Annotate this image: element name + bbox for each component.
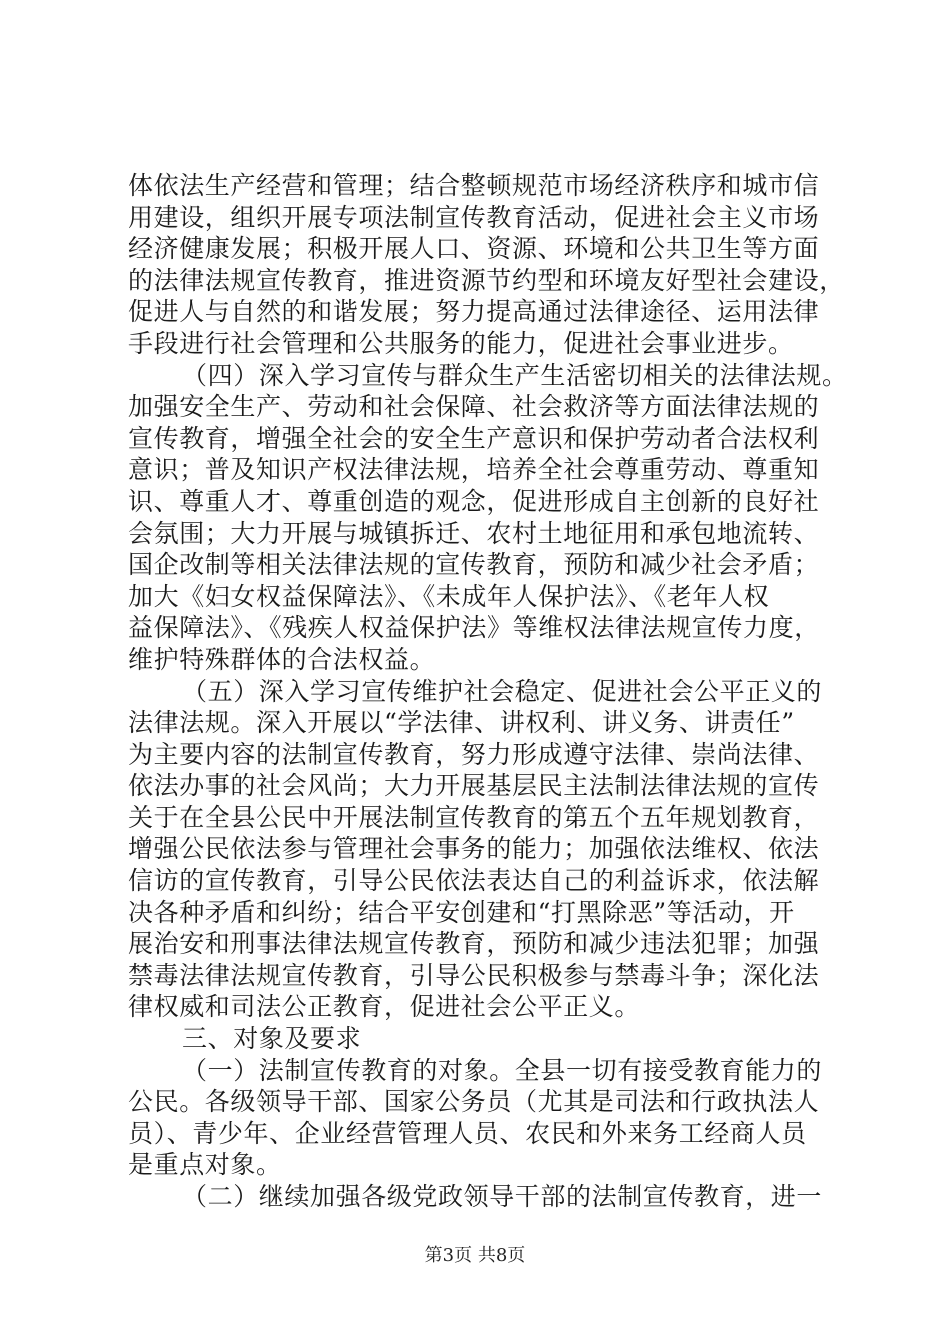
paragraph-start-line: （四）深入学习宣传与群众生产生活密切相关的法律法规。 xyxy=(182,360,848,390)
text-line: 信访的宣传教育，引导公民依法表达自己的利益诉求，依法解 xyxy=(128,866,820,896)
text-line: 禁毒法律法规宣传教育，引导公民积极参与禁毒斗争；深化法 xyxy=(128,960,820,990)
text-line: 公民。各级领导干部、国家公务员（尤其是司法和行政执法人 xyxy=(128,1087,820,1117)
text-line: 益保障法》、《残疾人权益保护法》等维权法律法规宣传力度， xyxy=(128,613,820,643)
text-line: 用建设，组织开展专项法制宣传教育活动，促进社会主义市场 xyxy=(128,202,820,232)
text-line: 维护特殊群体的合法权益。 xyxy=(128,644,436,674)
text-line: 增强公民依法参与管理社会事务的能力；加强依法维权、依法 xyxy=(128,834,820,864)
text-line: 为主要内容的法制宣传教育，努力形成遵守法律、崇尚法律、 xyxy=(128,739,820,769)
text-line: 的法律法规宣传教育，推进资源节约型和环境友好型社会建设， xyxy=(128,265,845,295)
text-line: 加大《妇女权益保障法》、《未成年人保护法》、《老年人权 xyxy=(128,581,770,611)
text-line: 关于在全县公民中开展法制宣传教育的第五个五年规划教育， xyxy=(128,802,820,832)
document-body xyxy=(128,170,848,1213)
text-line: 宣传教育，增强全社会的安全生产意识和保护劳动者合法权利 xyxy=(128,423,820,453)
text-line: 会氛围；大力开展与城镇拆迁、农村土地征用和承包地流转、 xyxy=(128,518,820,548)
text-line: 展治安和刑事法律法规宣传教育，预防和减少违法犯罪；加强 xyxy=(128,929,820,959)
paragraph-start-line: （五）深入学习宣传维护社会稳定、促进社会公平正义的 xyxy=(182,676,823,706)
section-heading: 三、对象及要求 xyxy=(182,1024,362,1054)
text-line: 体依法生产经营和管理；结合整顿规范市场经济秩序和城市信 xyxy=(128,171,820,200)
text-line: 员）、青少年、企业经营管理人员、农民和外来务工经商人员 xyxy=(128,1118,807,1148)
text-line: 是重点对象。 xyxy=(128,1150,282,1180)
text-line: 识、尊重人才、尊重创造的观念，促进形成自主创新的良好社 xyxy=(128,486,820,516)
paragraph-start-line: （一）法制宣传教育的对象。全县一切有接受教育能力的 xyxy=(182,1055,823,1085)
text-line: 意识；普及知识产权法律法规，培养全社会尊重劳动、尊重知 xyxy=(128,455,820,485)
text-line: 依法办事的社会风尚；大力开展基层民主法制法律法规的宣传 xyxy=(128,771,820,801)
text-line: 手段进行社会管理和公共服务的能力，促进社会事业进步。 xyxy=(128,328,794,358)
page-number-footer: 第3页 共8页 xyxy=(424,1245,526,1266)
text-line: 国企改制等相关法律法规的宣传教育，预防和减少社会矛盾； xyxy=(128,550,820,580)
paragraph-start-line: （二）继续加强各级党政领导干部的法制宣传教育，进一 xyxy=(182,1182,823,1211)
text-line: 促进人与自然的和谐发展；努力提高通过法律途径、运用法律 xyxy=(128,297,820,327)
text-line: 决各种矛盾和纠纷；结合平安创建和“打黑除恶”等活动，开 xyxy=(128,897,795,927)
text-line: 法律法规。深入开展以“学法律、讲权利、讲义务、讲责任” xyxy=(128,708,795,738)
text-line: 律权威和司法公正教育，促进社会公平正义。 xyxy=(128,992,641,1022)
text-line: 加强安全生产、劳动和社会保障、社会救济等方面法律法规的 xyxy=(128,392,820,422)
text-line: 经济健康发展；积极开展人口、资源、环境和公共卫生等方面 xyxy=(128,234,820,264)
